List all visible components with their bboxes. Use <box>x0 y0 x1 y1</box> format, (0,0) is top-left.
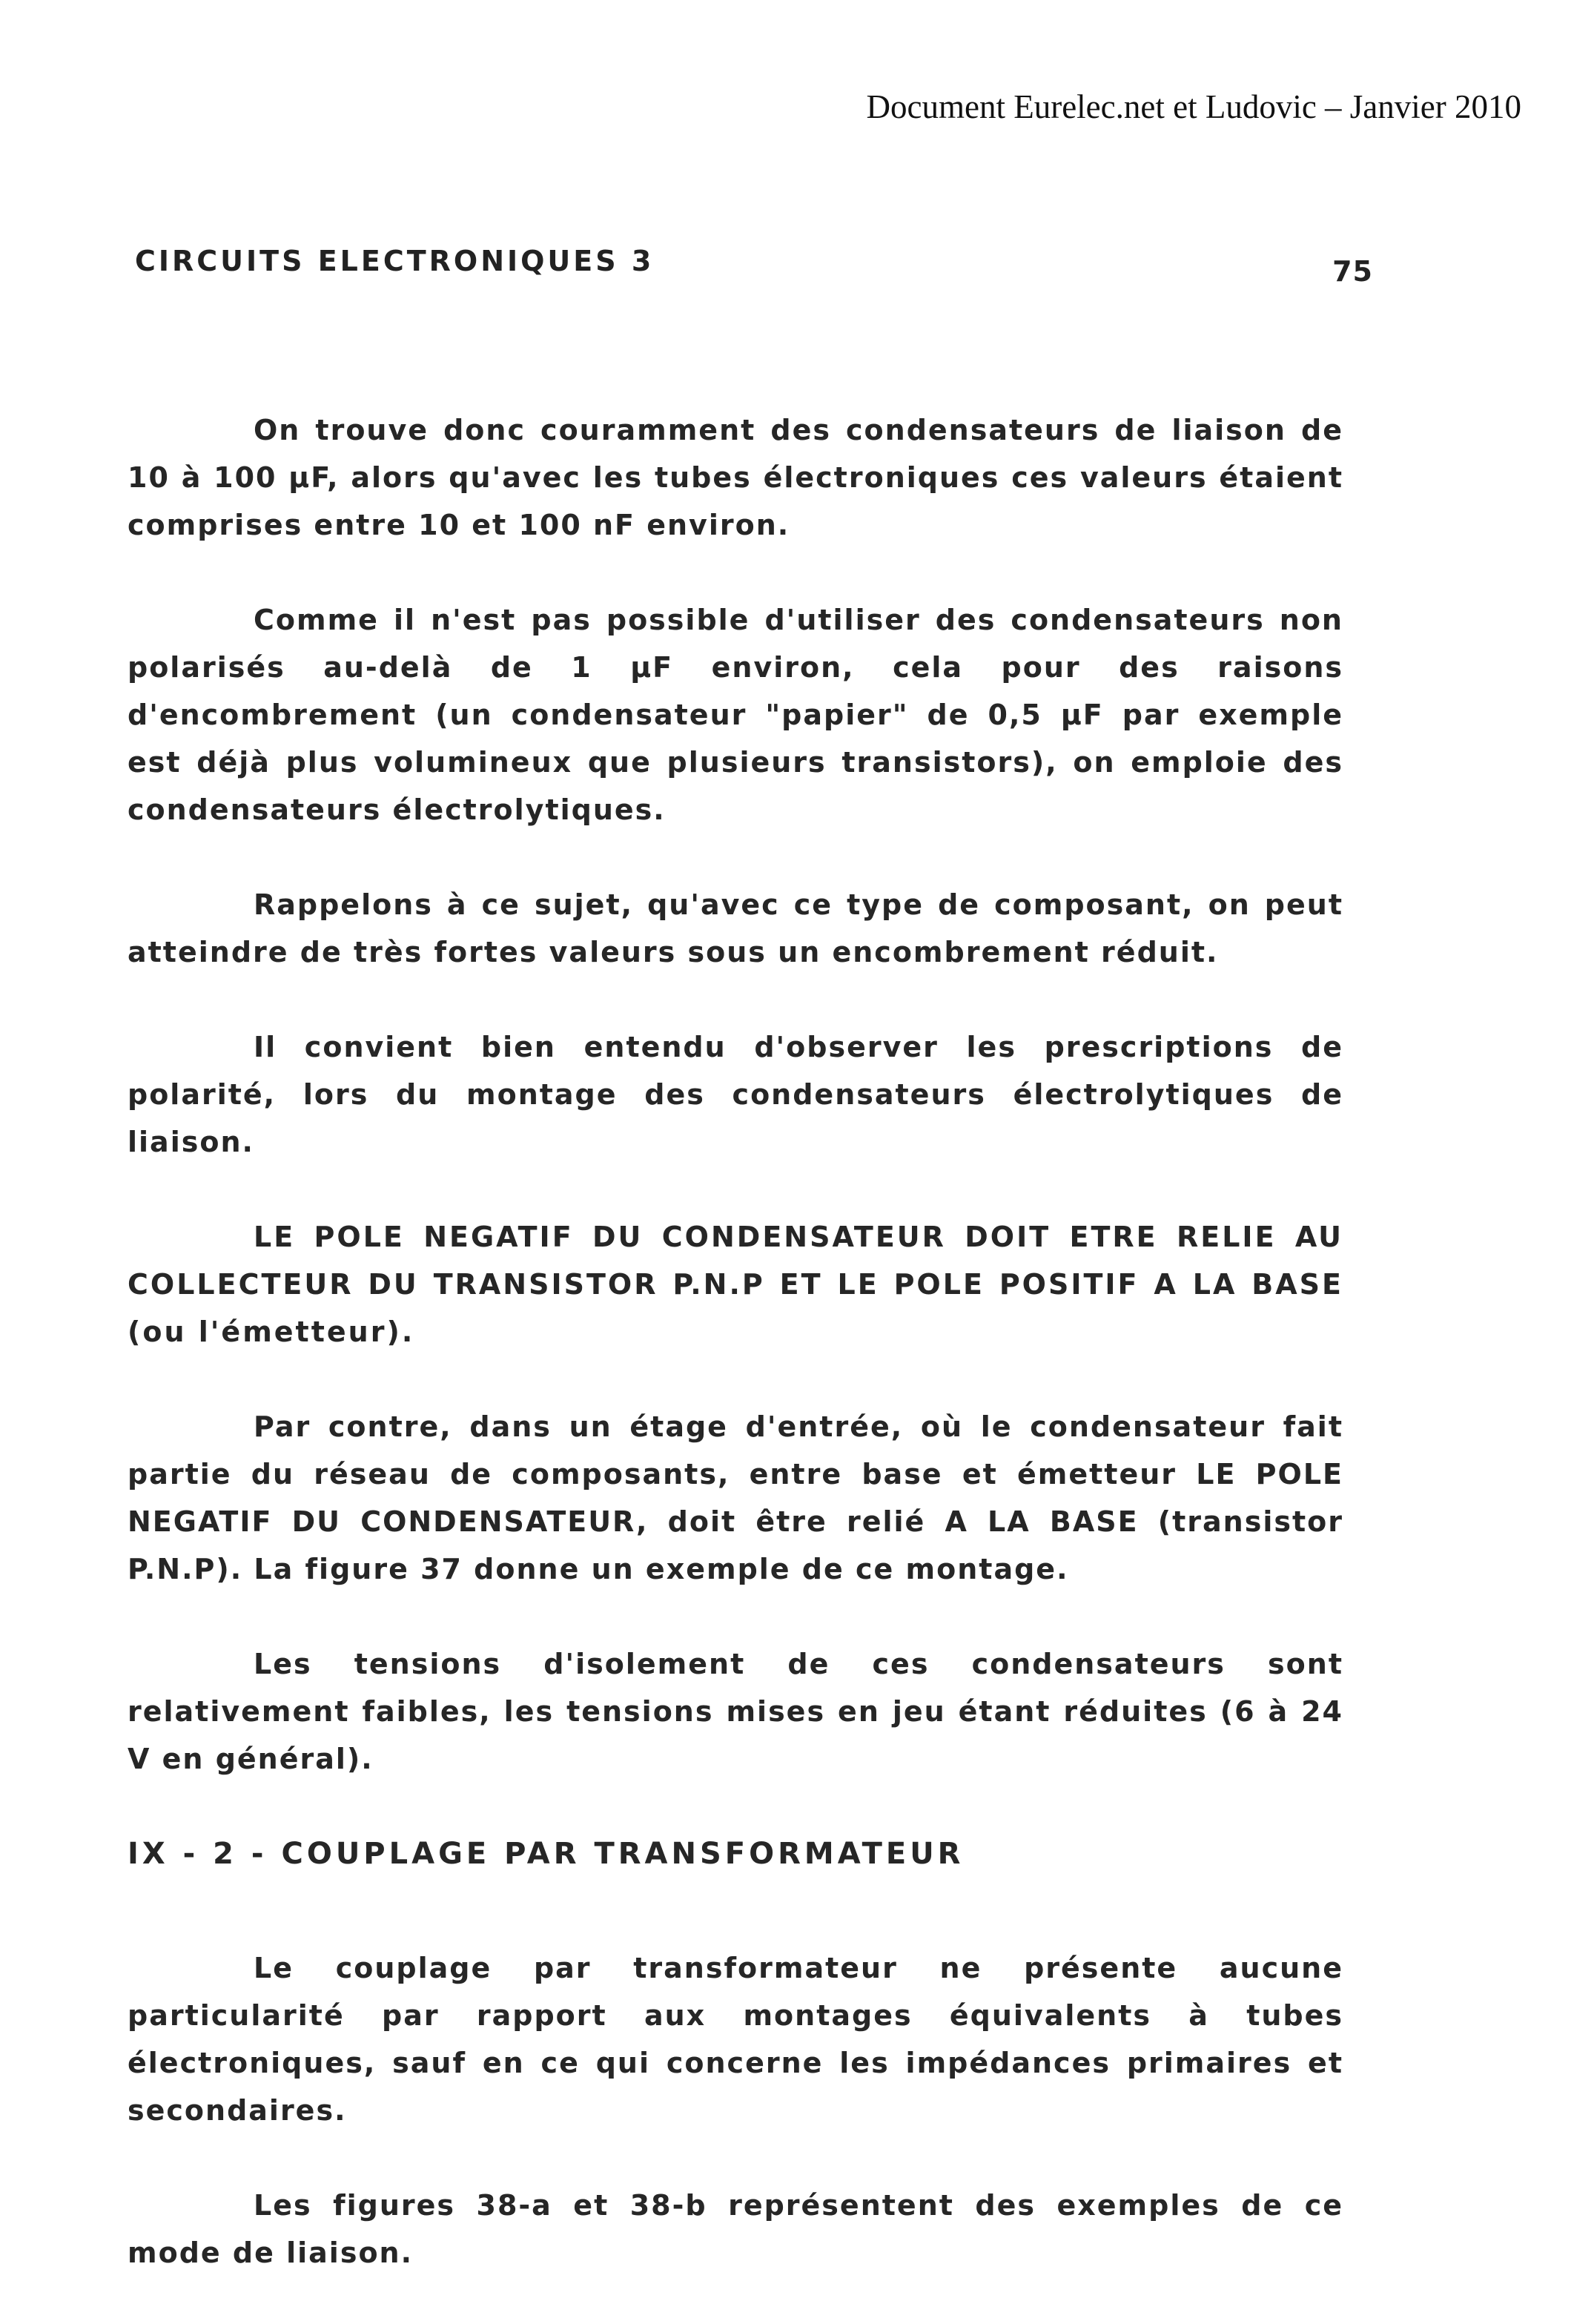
paragraph-9: Les figures 38-a et 38-b représentent des exemples de ce mode de liaison. <box>128 2189 1343 2269</box>
paragraph-7: Les tensions d'isolement de ces condensateurs sont relativement faibles, les tensions mises en jeu étant réduites (6 à 24 V en général). <box>128 1648 1343 1775</box>
paragraph-2: Comme il n'est pas possible d'utiliser des condensateurs non polarisés au-delà de 1 µF environ, cela pour des raisons d'encombrement (un condensateur "papier" de 0,5 µF par exemple est déjà plus volumineux que plusieurs transistors), on emploie des condensateurs électrolytiques. <box>128 604 1343 826</box>
source-note: Document Eurelec.net et Ludovic – Janvier 2010 <box>866 88 1521 125</box>
paragraph-3: Rappelons à ce sujet, qu'avec ce type de composant, on peut atteindre de très fortes valeurs sous un encombrement réduit. <box>128 888 1343 968</box>
paragraph-5-polarity-rule: LE POLE NEGATIF DU CONDENSATEUR DOIT ETRE RELIE AU COLLECTEUR DU TRANSISTOR P.N.P ET LE POLE POSITIF A LA BASE (ou l'émetteur). <box>128 1221 1343 1348</box>
paragraph-4: Il convient bien entendu d'observer les prescriptions de polarité, lors du montage des condensateurs électrolytiques de liaison. <box>128 1031 1343 1158</box>
body-text <box>128 406 1343 2324</box>
paragraph-1: On trouve donc couramment des condensateurs de liaison de 10 à 100 µF, alors qu'avec les tubes électroniques ces valeurs étaient comprises entre 10 et 100 nF environ. <box>128 414 1343 541</box>
page-number: 75 <box>1332 255 1373 288</box>
chapter-title: CIRCUITS ELECTRONIQUES 3 <box>135 245 655 277</box>
section-title: IX - 2 - COUPLAGE PAR TRANSFORMATEUR <box>128 1837 965 1871</box>
paragraph-6: Par contre, dans un étage d'entrée, où le condensateur fait partie du réseau de composants, entre base et émetteur LE POLE NEGATIF DU CONDENSATEUR, doit être relié A LA BASE (transistor P.N.P). La figure 37 donne un exemple de ce montage. <box>128 1410 1343 1585</box>
paragraph-8: Le couplage par transformateur ne présente aucune particularité par rapport aux montages équivalents à tubes électroniques, sauf en ce qui concerne les impédances primaires et secondaires. <box>128 1952 1343 2127</box>
